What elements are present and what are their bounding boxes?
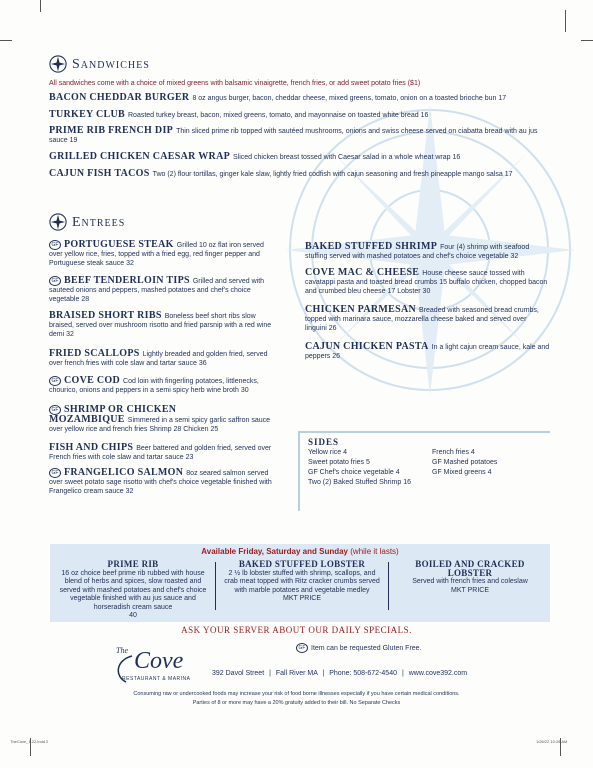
- phone: Phone: 508-672-4540: [329, 670, 397, 677]
- list-item: [305, 242, 550, 261]
- side-item: GF Mixed greens 4: [432, 469, 492, 476]
- item-desc: Thin sliced prime rib topped with sautéed mushrooms, onions and swiss cheese served on ciabatta bread with au jus sauce: [49, 128, 538, 144]
- item-name: BAKED STUFFED SHRIMP: [305, 241, 438, 252]
- item-price: 23: [185, 454, 194, 461]
- item-name: BACON CHEDDAR BURGER: [49, 92, 190, 103]
- item-desc: Boneless beef short ribs slow braised, served over mushroom risotto and fried parsnip with a red wine demi: [49, 313, 272, 338]
- special-desc: 16 oz choice beef prime rib rubbed with house blend of herbs and spices, slow roasted and served with mashed potatoes and chef's choice vegetable finished with au jus sauce and horseradish cream sauce: [59, 569, 207, 611]
- list-item: [49, 311, 279, 339]
- slug-right: 1/26/22 10:28 AM: [536, 739, 568, 744]
- special-boiled-lobster: [394, 560, 546, 595]
- gluten-free-legend-text: Item can be requested Gluten Free.: [311, 644, 422, 652]
- list-item: [49, 240, 279, 268]
- item-desc: Beer battered and golden fried, served over French fries with cole slaw and tartar sauce: [49, 445, 272, 461]
- list-item: [305, 305, 550, 333]
- gluten-free-icon: GF: [49, 405, 61, 415]
- special-baked-stuffed-lobster: [222, 560, 382, 604]
- item-price: 26: [328, 325, 337, 332]
- sandwiches-note: All sandwiches come with a choice of mixed greens with balsamic vinaigrette, french fries, or add sweet potato fries ($1): [49, 80, 421, 87]
- item-name: PORTUGUESE STEAK: [64, 239, 174, 250]
- logo-sub: RESTAURANT & MARINA: [122, 676, 191, 682]
- gluten-free-icon: GF: [49, 376, 61, 386]
- item-name: TURKEY CLUB: [49, 109, 125, 120]
- list-item: [49, 110, 559, 120]
- side-item: GF Chef's choice vegetable 4: [308, 469, 400, 476]
- city: Fall River MA: [275, 670, 318, 677]
- item-desc: Four (4) shrimp with seafood stuffing served with mashed potatoes and chef's choice vegetable: [305, 244, 530, 260]
- sides-box: [298, 431, 550, 511]
- weekend-header-text: Available Friday, Saturday and Sunday: [201, 547, 349, 556]
- list-item: [49, 126, 549, 145]
- item-price: 19: [69, 137, 78, 144]
- special-name: PRIME RIB: [107, 559, 159, 569]
- item-desc: Two (2) flour tortillas, ginger kale slaw, lightly fried codfish with cajun seasoning and fresh pineapple mango salsa: [152, 171, 503, 178]
- compass-icon: [49, 55, 67, 73]
- item-name: CAJUN FISH TACOS: [49, 168, 150, 179]
- side-item: Yellow rice 4: [308, 449, 348, 456]
- list-item: [49, 405, 279, 434]
- item-desc: Grilled 10 oz flat iron served over yellow rice, fries, topped with a fried egg, red finger pepper and Portuguese steak sauce: [49, 242, 264, 268]
- list-item: [49, 276, 279, 304]
- item-desc: Breaded with seasoned bread crumbs, topped with marinara sauce, mozzarella cheese baked and served over linguini: [305, 307, 539, 332]
- item-name: BRAISED SHORT RIBS: [49, 310, 162, 321]
- disclaimer-food: Consuming raw or undercooked foods may increase your risk of food borne illnesses especially if you have certain medical conditions.: [133, 691, 460, 697]
- cove-logo: [112, 646, 212, 688]
- item-name: BEEF TENDERLOIN TIPS: [64, 275, 190, 286]
- item-name: CHICKEN PARMESAN: [305, 304, 417, 315]
- item-desc: Roasted turkey breast, bacon, mixed greens, tomato, and mayonnaise on toasted white bread: [128, 112, 419, 119]
- side-item: GF Mashed potatoes: [432, 459, 498, 466]
- disclaimer-gratuity: Parties of 8 or more may have a 20% gratuity added to their bill. No Separate Checks: [192, 700, 401, 706]
- logo-the: The: [116, 646, 128, 655]
- special-price: MKT PRICE: [283, 595, 321, 602]
- item-name: SHRIMP OR CHICKEN MOZAMBIQUE: [49, 404, 177, 426]
- item-price: 36: [198, 360, 207, 367]
- sandwiches-title: Sandwiches: [72, 57, 150, 72]
- special-price: MKT PRICE: [451, 586, 489, 594]
- item-name: COVE MAC & CHEESE: [305, 267, 420, 278]
- divider: [215, 562, 216, 610]
- item-desc: House cheese sauce tossed with cavatappi pasta and toasted bread crumbs 15 buffalo chicken, chopped bacon and crumbed bleu cheese 17 Lobster: [305, 270, 548, 295]
- item-name: COVE COD: [64, 375, 121, 386]
- weekend-header-note: (while it lasts): [350, 547, 399, 556]
- item-price: 17: [498, 95, 507, 102]
- list-item: [305, 268, 550, 296]
- item-price: 32: [66, 331, 74, 338]
- divider: [388, 562, 389, 610]
- item-price: 32: [125, 488, 134, 496]
- item-price: 16: [452, 154, 461, 161]
- item-name: CAJUN CHICKEN PASTA: [305, 341, 429, 352]
- item-price: 28: [81, 296, 90, 304]
- item-name: GRILLED CHICKEN CAESAR WRAP: [49, 151, 230, 162]
- item-desc: In a light cajun cream sauce, kale and peppers: [305, 344, 550, 360]
- item-name: FISH AND CHIPS: [49, 442, 134, 453]
- gluten-free-icon: GF: [49, 276, 61, 286]
- crop-mark: [0, 40, 12, 41]
- list-item: [49, 152, 559, 162]
- slug-left: TheCove_1.22.indd 2: [10, 739, 49, 744]
- item-price: 26: [332, 353, 341, 360]
- gluten-free-legend: [296, 643, 422, 653]
- item-desc: Grilled and served with sauteed onions and peppers, mashed potatoes and chef's choice vegetable: [49, 278, 265, 304]
- crop-mark: [40, 0, 41, 12]
- weekend-specials-panel: [50, 544, 550, 622]
- item-name: FRANGELICO SALMON: [64, 467, 184, 478]
- side-item: Sweet potato fries 5: [308, 459, 370, 466]
- list-item: [49, 443, 279, 462]
- item-desc: Lightly breaded and golden fried, served over french fries with cole slaw and tartar sauce: [49, 351, 268, 367]
- website-link[interactable]: www.cove392.com: [408, 670, 468, 677]
- crop-mark: [581, 40, 593, 41]
- list-item: [49, 376, 279, 395]
- gluten-free-icon: GF: [49, 240, 61, 250]
- item-name: FRIED SCALLOPS: [49, 348, 140, 359]
- special-desc: Served with french fries and coleslaw: [412, 578, 528, 585]
- gluten-free-icon: GF: [296, 643, 308, 653]
- compass-icon: [49, 213, 67, 231]
- item-price: 30: [422, 288, 431, 295]
- special-name: BAKED STUFFED LOBSTER: [238, 559, 366, 569]
- list-item: [49, 93, 559, 103]
- address: 392 Davol Street: [212, 670, 265, 677]
- item-name: PRIME RIB FRENCH DIP: [49, 125, 174, 136]
- entrees-title: Entrees: [72, 215, 126, 230]
- special-price: 40: [129, 612, 137, 619]
- item-price: 32: [126, 260, 134, 268]
- item-desc: Simmered in a semi spicy garlic saffron sauce over yellow rice and french fries Shrimp 28 Chicken: [49, 417, 271, 434]
- gluten-free-icon: GF: [49, 468, 61, 478]
- special-name: BOILED AND CRACKED LOBSTER: [415, 559, 525, 578]
- list-item: [49, 468, 279, 496]
- item-price: 25: [210, 426, 219, 434]
- item-price: 30: [240, 387, 249, 395]
- list-item: [49, 349, 279, 368]
- item-desc: Sliced chicken breast tossed with Caesar salad in a whole wheat wrap: [233, 154, 451, 161]
- special-prime-rib: [58, 560, 208, 621]
- weekend-header: [50, 547, 550, 556]
- contact-line: 392 Davol Street | Fall River MA | Phone: 508-672-4540 | www.cove392.com: [212, 670, 468, 677]
- daily-specials-note: ASK YOUR SERVER ABOUT OUR DAILY SPECIALS.: [181, 625, 412, 635]
- sides-title: SIDES: [308, 437, 340, 447]
- logo-swoosh-icon: [112, 654, 136, 684]
- side-item: Two (2) Baked Stuffed Shrimp 16: [308, 479, 411, 486]
- item-desc: 8 oz angus burger, bacon, cheddar cheese, mixed greens, tomato, onion on a toasted brioche bun: [192, 95, 497, 102]
- special-desc: 2 ½ lb lobster stuffed with shrimp, scallops, and crab meat topped with Ritz cracker crumbs served with marble potatoes and vegetable medley: [224, 569, 380, 594]
- list-item: [49, 169, 559, 179]
- item-desc: Cod loin with fingerling potatoes, littlenecks, chourico, onions and peppers in a semi spicy herb wine broth: [49, 378, 259, 395]
- crop-mark: [565, 10, 566, 32]
- side-item: French fries 4: [432, 449, 475, 456]
- item-desc: 8oz seared salmon served over sweet potato sage risotto with chef's choice vegetable finished with Frangelico cream sauce: [49, 470, 272, 496]
- list-item: [305, 342, 550, 361]
- item-price: 17: [504, 171, 513, 178]
- item-price: 32: [510, 253, 519, 260]
- item-price: 16: [420, 112, 429, 119]
- logo-name: Cove: [134, 648, 184, 674]
